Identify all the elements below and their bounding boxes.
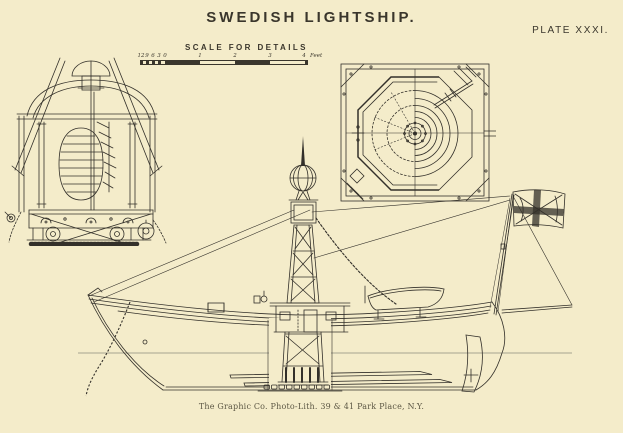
scale-tick: 2 <box>233 53 237 59</box>
scale-label: SCALE FOR DETAILS <box>185 43 308 52</box>
scale-tick: 3 <box>268 53 272 59</box>
scale-tick: 9 <box>145 53 149 59</box>
scale-tick: 3 <box>157 53 161 59</box>
scale-tick: 0 <box>163 53 167 59</box>
lightship-elevation-figure <box>58 128 576 400</box>
scale-unit: Feet <box>310 53 323 59</box>
plate-number: PLATE XXXI. <box>532 25 609 36</box>
lithographer-caption: The Graphic Co. Photo-Lith. 39 & 41 Park Place, N.Y. <box>198 402 425 411</box>
lattice-tower <box>287 136 319 303</box>
scale-tick: 4 <box>302 53 306 59</box>
scale-tick: 6 <box>151 53 155 59</box>
dinghy <box>365 286 444 319</box>
page-title: SWEDISH LIGHTSHIP. <box>206 9 417 26</box>
spare-spars <box>230 372 452 387</box>
rudder <box>462 335 482 392</box>
lightship-elevation-drawing <box>58 128 576 400</box>
scale-tick: 12 <box>137 53 145 59</box>
hull-cutaway <box>269 318 331 388</box>
swedish-union-flag <box>513 190 565 228</box>
scale-tick: 1 <box>198 53 202 59</box>
